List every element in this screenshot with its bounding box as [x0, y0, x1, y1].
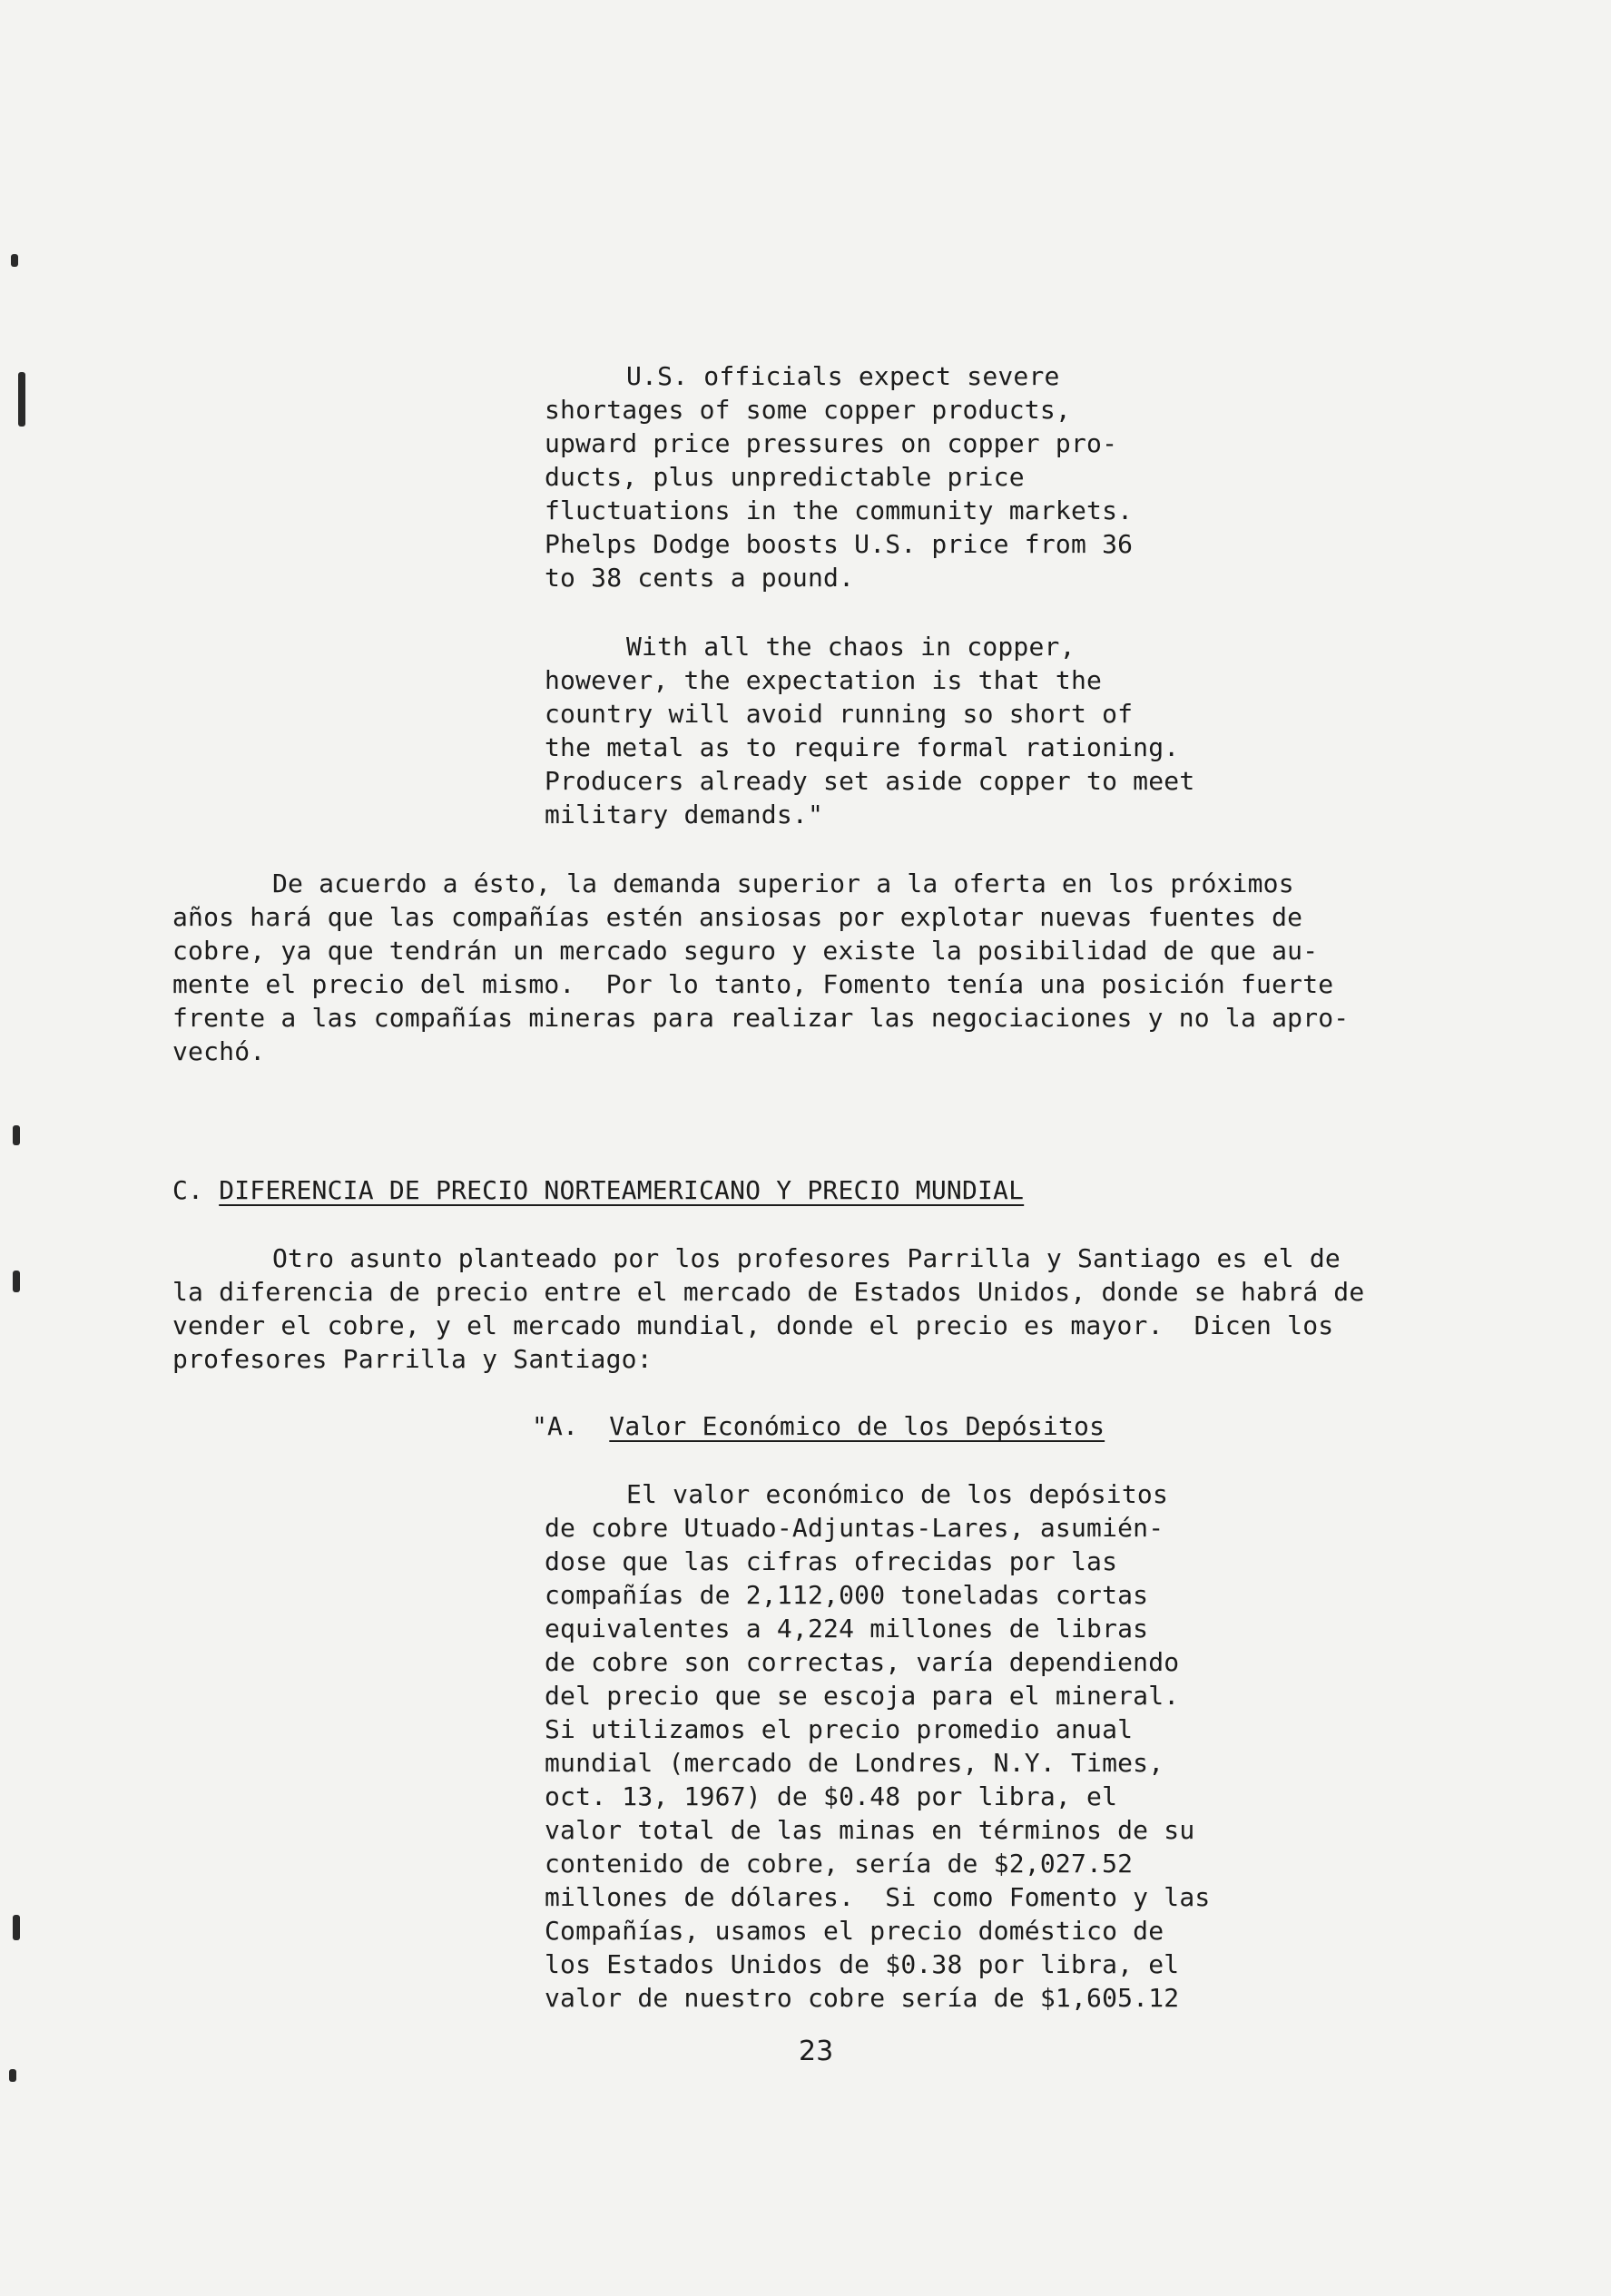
quote-line: to 38 cents a pound. [545, 563, 855, 593]
scan-edge-mark [13, 1271, 20, 1292]
scan-edge-mark [18, 372, 25, 427]
quote-line: dose que las cifras ofrecidas por las [545, 1546, 1118, 1576]
quote-heading [532, 1409, 1105, 1443]
scan-edge-mark [11, 254, 18, 267]
quote-line: Compañías, usamos el precio doméstico de [545, 1916, 1164, 1946]
quote-line: de cobre Utuado-Adjuntas-Lares, asumién- [545, 1513, 1164, 1543]
paragraph-line: profesores Parrilla y Santiago: [172, 1344, 653, 1374]
quote-line: country will avoid running so short of [545, 699, 1134, 729]
quote-line: U.S. officials expect severe [626, 361, 1060, 391]
paragraph-line: la diferencia de precio entre el mercado de Estados Unidos, donde se habrá de [172, 1277, 1365, 1307]
paragraph-line: frente a las compañías mineras para realizar las negociaciones y no la apro- [172, 1003, 1350, 1033]
quote-line: valor total de las minas en términos de su [545, 1815, 1195, 1845]
page-number: 23 [799, 2036, 834, 2067]
quote-line: compañías de 2,112,000 toneladas cortas [545, 1580, 1149, 1610]
quote-line: valor de nuestro cobre sería de $1,605.12 [545, 1983, 1180, 2013]
scan-edge-mark [13, 1915, 20, 1940]
quote-line: millones de dólares. Si como Fomento y las [545, 1882, 1211, 1912]
quote-line: however, the expectation is that the [545, 665, 1103, 695]
quote-line: El valor económico de los depósitos [626, 1479, 1169, 1509]
quote-line: de cobre son correctas, varía dependiendo [545, 1647, 1180, 1677]
quote-line: del precio que se escoja para el mineral. [545, 1681, 1180, 1711]
paragraph-line: cobre, ya que tendrán un mercado seguro y existe la posibilidad de que au- [172, 936, 1319, 966]
paragraph-line: mente el precio del mismo. Por lo tanto, Fomento tenía una posición fuerte [172, 969, 1334, 999]
quote-line: contenido de cobre, sería de $2,027.52 [545, 1849, 1134, 1879]
quote-line: equivalentes a 4,224 millones de libras [545, 1614, 1149, 1644]
section-heading [172, 1173, 1024, 1207]
quote-line: mundial (mercado de Londres, N.Y. Times, [545, 1748, 1164, 1778]
quote-line: Producers already set aside copper to meet [545, 766, 1195, 796]
scan-edge-mark [9, 2069, 16, 2082]
quote-line: the metal as to require formal rationing. [545, 732, 1180, 762]
quote-line: fluctuations in the community markets. [545, 496, 1134, 525]
section-heading-prefix: C. [172, 1175, 220, 1205]
paragraph-line: años hará que las compañías estén ansiosas por explotar nuevas fuentes de [172, 902, 1303, 932]
quote-line: Si utilizamos el precio promedio anual [545, 1714, 1134, 1744]
quote-line: military demands." [545, 800, 824, 829]
scan-edge-mark [13, 1125, 20, 1145]
quote-heading-title: Valor Económico de los Depósitos [609, 1411, 1105, 1441]
section-heading-title: DIFERENCIA DE PRECIO NORTEAMERICANO Y PRECIO MUNDIAL [219, 1175, 1025, 1205]
quote-line: oct. 13, 1967) de $0.48 por libra, el [545, 1781, 1118, 1811]
quote-line: ducts, plus unpredictable price [545, 462, 1025, 492]
quote-line: upward price pressures on copper pro- [545, 428, 1118, 458]
paragraph-line: Otro asunto planteado por los profesores Parrilla y Santiago es el de [272, 1243, 1341, 1273]
quote-line: los Estados Unidos de $0.38 por libra, el [545, 1949, 1180, 1979]
quote-line: shortages of some copper products, [545, 395, 1071, 425]
quote-heading-prefix: "A. [532, 1411, 610, 1441]
paragraph-line: vender el cobre, y el mercado mundial, donde el precio es mayor. Dicen los [172, 1310, 1334, 1340]
paragraph-line: vechó. [172, 1036, 266, 1066]
quote-line: Phelps Dodge boosts U.S. price from 36 [545, 529, 1134, 559]
paragraph-line: De acuerdo a ésto, la demanda superior a la oferta en los próximos [272, 868, 1294, 898]
quote-line: With all the chaos in copper, [626, 632, 1076, 662]
